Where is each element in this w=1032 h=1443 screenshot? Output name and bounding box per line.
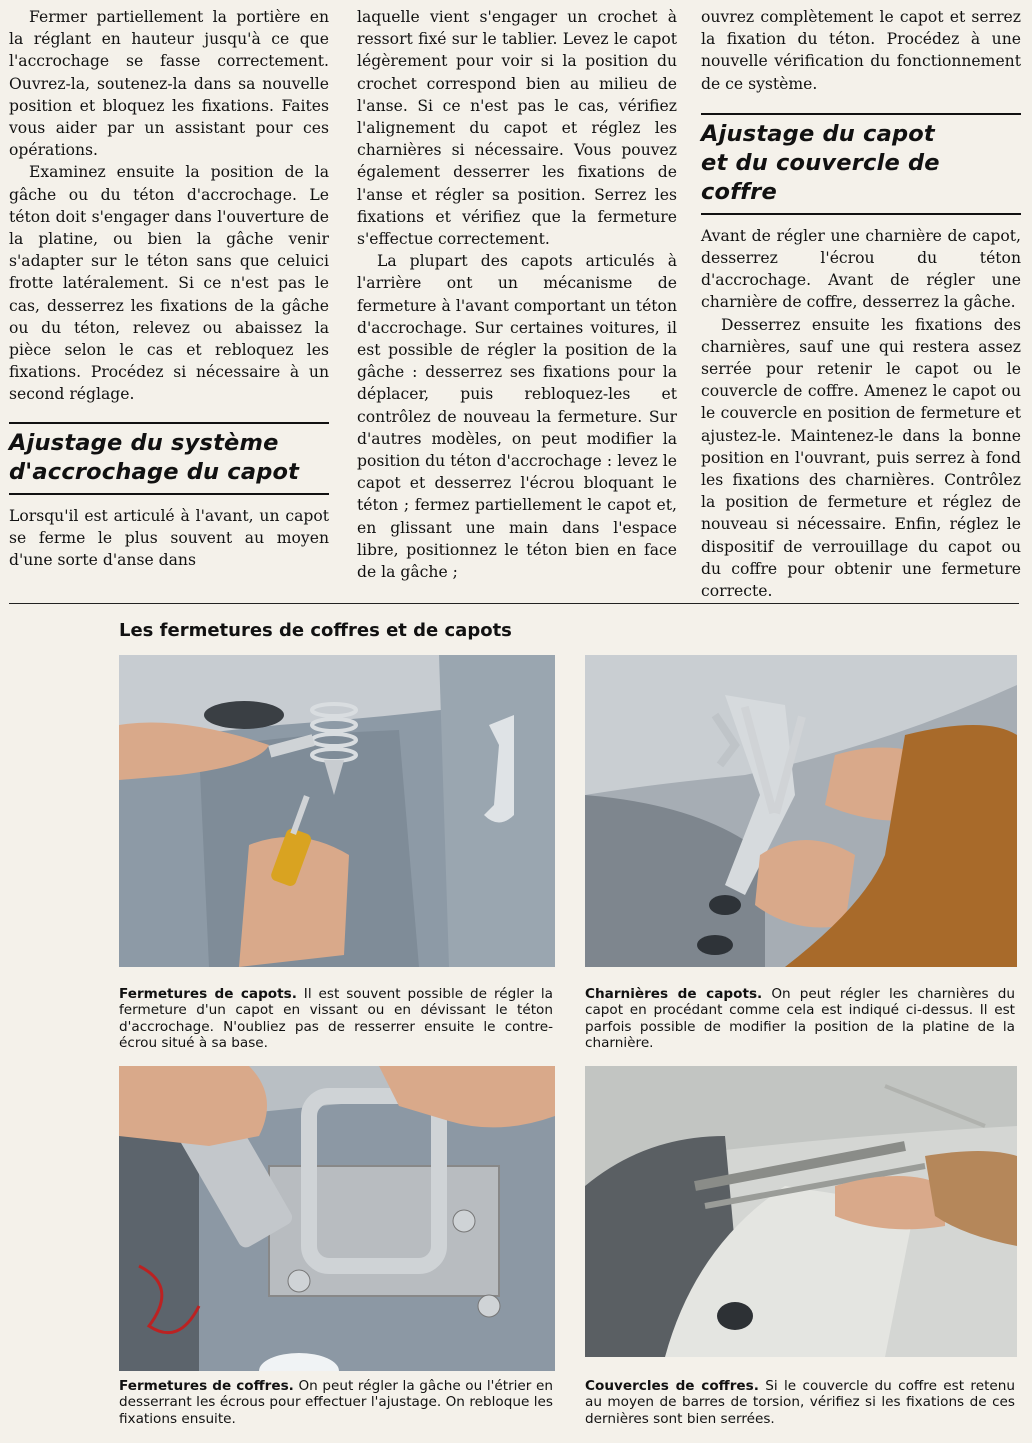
paragraph: La plupart des capots articulés à l'arrière ont un mécanisme de fermeture à l'avant comportant un téton d'accrochage. Sur certaines voitures, il est possible de régler la position de la gâche : desserrez ses fixations pour la déplacer, puis rebloquez-les et contrôlez de nouveau la fermeture. Sur d'autres modèles, on peut modifier la position du téton d'accrochage : levez le capot et desserrez l'écrou bloquant le téton ; fermez partiellement le capot et, en glissant une main dans l'espace libre, positionnez le téton bien en face de la gâche ;: [357, 252, 677, 582]
caption-lead: Couvercles de coffres.: [585, 1378, 759, 1394]
photo-capot-hinge: [585, 655, 1017, 967]
text-column-1: [9, 6, 329, 571]
photo-coffre-latch: [119, 1066, 555, 1371]
caption-lead: Charnières de capots.: [585, 986, 763, 1002]
caption-fermetures-coffres: [119, 1378, 553, 1427]
caption-lead: Fermetures de coffres.: [119, 1378, 294, 1394]
paragraph: Desserrez ensuite les fixations des charnières, sauf une qui restera assez serrée pour retenir le capot ou le couvercle de coffre. Amenez le capot ou le couvercle en position de fermeture et ajustez-le. Maintenez-le dans la bonne position en l'ouvrant, puis serrez à fond les fixations des charnières. Contrôlez la position de fermeture et réglez de nouveau si nécessaire. Enfin, réglez le dispositif de verrouillage du capot ou du coffre pour obtenir une fermeture correcte.: [701, 315, 1021, 601]
caption-charnieres-capots: [585, 986, 1015, 1052]
paragraph: Lorsqu'il est articulé à l'avant, un capot se ferme le plus souvent au moyen d'une sorte d'anse dans: [9, 506, 329, 570]
figures-title: Les fermetures de coffres et de capots: [119, 620, 512, 641]
photo-coffre-lid: [585, 1066, 1017, 1357]
paragraph: ouvrez complètement le capot et serrez la fixation du téton. Procédez à une nouvelle vérification du fonctionnement de ce système.: [701, 8, 1021, 93]
text-column-3: [701, 6, 1021, 602]
caption-text: On peut régler les charnières du capot en procédant comme cela est indiqué ci-dessus. Il est parfois possible de modifier la position de la platine de la charnière.: [585, 986, 1015, 1052]
text-column-2: [357, 6, 677, 583]
paragraph: Examinez ensuite la position de la gâche ou du téton d'accrochage. Le téton doit s'engager dans l'ouverture de la platine, ou bien la gâche venir s'adapter sur le téton sans que celuici frotte latéralement. Si ce n'est pas le cas, desserrez les fixations de la gâche ou du téton, relevez ou abaissez la pièce selon le cas et rebloquez les fixations. Procédez si nécessaire à un second réglage.: [9, 163, 329, 404]
paragraph: Fermer partiellement la portière en la réglant en hauteur jusqu'à ce que l'accrochage se fasse correctement. Ouvrez-la, soutenez-la dans sa nouvelle position et bloquez les fixations. Faites vous aider par un assistant pour ces opérations.: [9, 8, 329, 160]
caption-text: Il est souvent possible de régler la fermeture d'un capot en vissant ou en dévissant le téton d'accrochage. N'oubliez pas de resserrer ensuite le contre-écrou situé à sa base.: [119, 986, 553, 1052]
section-heading-accrochage: Ajustage du système d'accrochage du capot: [9, 422, 329, 495]
caption-text: On peut régler la gâche ou l'étrier en desserrant les écrous pour effectuer l'ajustage. On rebloque les fixations ensuite.: [119, 1378, 553, 1427]
paragraph: Avant de régler une charnière de capot, desserrez l'écrou du téton d'accrochage. Avant de régler une charnière de coffre, desserrez la gâche.: [701, 226, 1021, 312]
photo-capot-latch: [119, 655, 555, 967]
section-heading-ajustage: Ajustage du capot et du couvercle de coffre: [701, 113, 1021, 215]
caption-fermetures-capots: [119, 986, 553, 1052]
caption-lead: Fermetures de capots.: [119, 986, 297, 1002]
section-divider: [9, 603, 1019, 604]
caption-text: Si le couvercle du coffre est retenu au moyen de barres de torsion, vérifiez si les fixations de ces dernières sont bien serrées.: [585, 1378, 1016, 1427]
caption-couvercles-coffres: [585, 1378, 1015, 1427]
paragraph: laquelle vient s'engager un crochet à ressort fixé sur le tablier. Levez le capot légèrement pour voir si la position du crochet correspond bien au milieu de l'anse. Si ce n'est pas le cas, vérifiez l'alignement du capot et réglez les charnières si nécessaire. Vous pouvez également desserrer les fixations de l'anse et régler sa position. Serrez les fixations et vérifiez que la fermeture s'effectue correctement.: [357, 8, 677, 249]
